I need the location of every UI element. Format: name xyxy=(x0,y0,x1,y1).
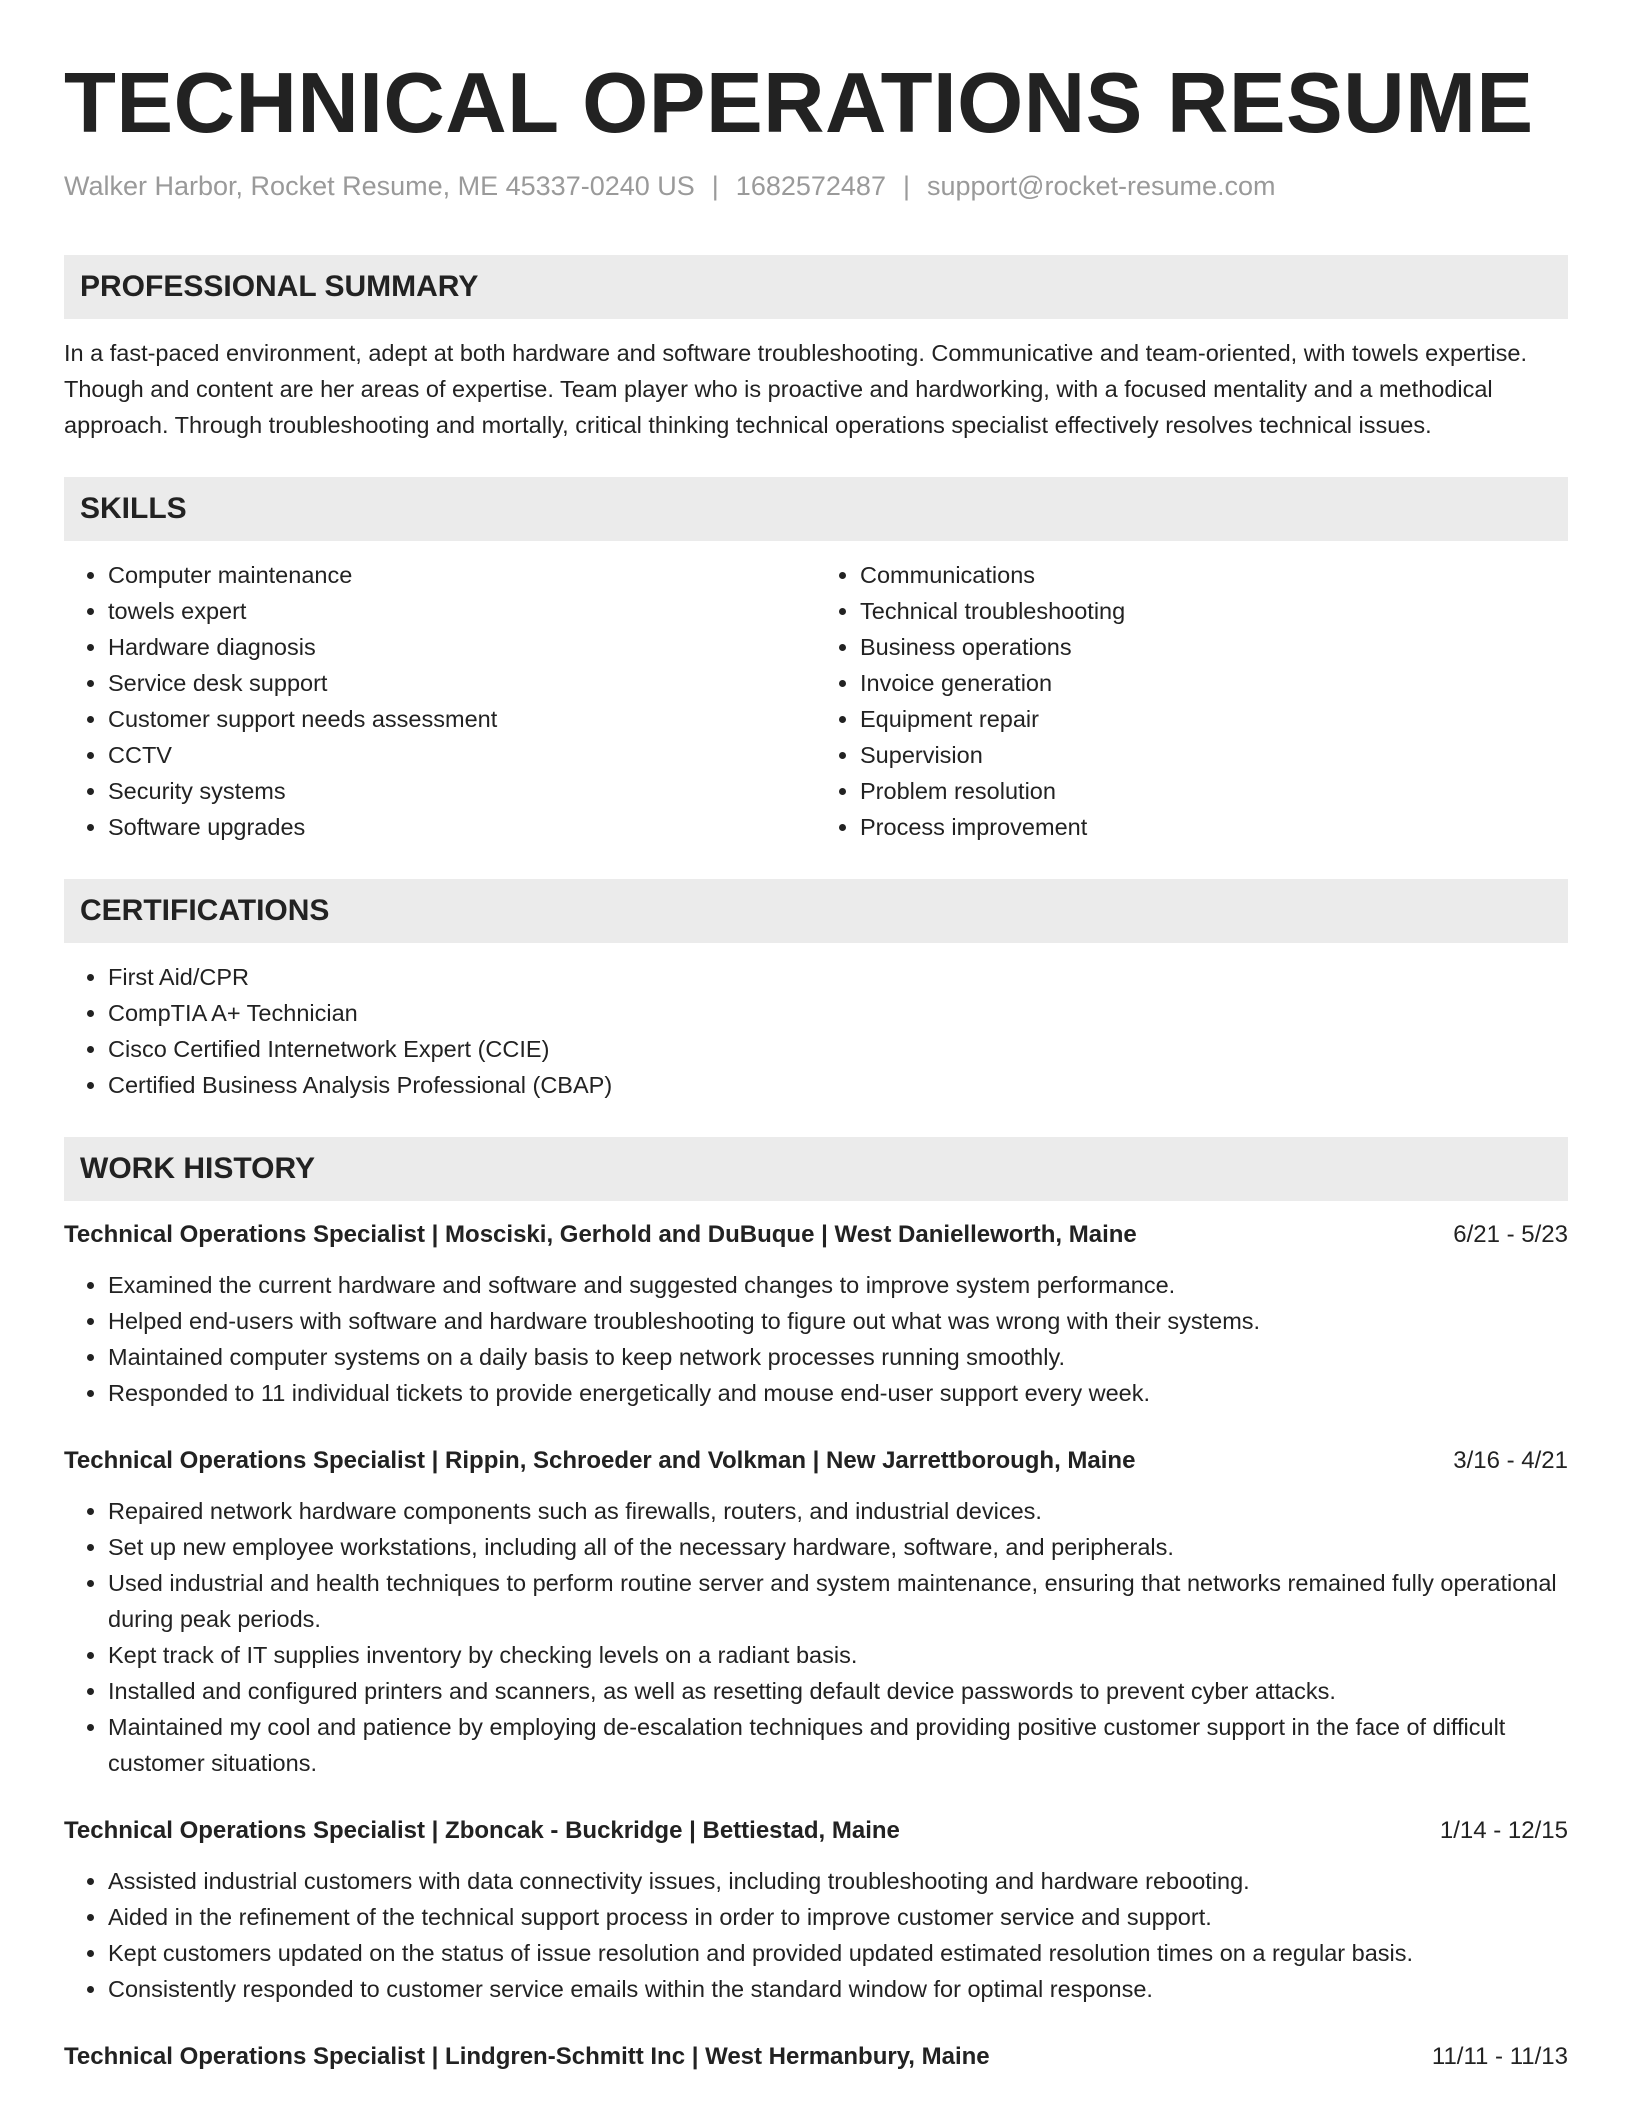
skill-item: • Customer support needs assessment xyxy=(108,701,816,737)
job-bullet: • Maintained my cool and patience by employing de-escalation techniques and providing positive customer support in the face of difficult customer situations. xyxy=(108,1709,1568,1781)
job-bullets xyxy=(64,1863,1568,2007)
contact-separator: | xyxy=(711,171,719,201)
skill-item: • Computer maintenance xyxy=(108,557,816,593)
skill-item: • Supervision xyxy=(860,737,1568,773)
skill-item: • Service desk support xyxy=(108,665,816,701)
section-heading: PROFESSIONAL SUMMARY xyxy=(80,270,479,303)
skill-item: • towels expert xyxy=(108,593,816,629)
section-header-summary xyxy=(64,255,1568,319)
job-bullet: • Set up new employee workstations, including all of the necessary hardware, software, and peripherals. xyxy=(108,1529,1568,1565)
skill-item: • Technical troubleshooting xyxy=(860,593,1568,629)
job-title: Technical Operations Specialist | Lindgren-Schmitt Inc | West Hermanbury, Maine xyxy=(64,2043,990,2070)
contact-line xyxy=(64,170,1568,202)
contact-email[interactable]: support@rocket-resume.com xyxy=(926,171,1276,201)
job-dates: 1/14 - 12/15 xyxy=(1439,1817,1568,1844)
job-header xyxy=(64,2039,1568,2075)
job-entry xyxy=(64,2039,1568,2075)
section-header-work-history xyxy=(64,1137,1568,1201)
job-bullet: • Used industrial and health techniques to perform routine server and system maintenance, ensuring that networks remained fully operational during peak periods. xyxy=(108,1565,1568,1637)
skill-item: • Problem resolution xyxy=(860,773,1568,809)
certification-item: • First Aid/CPR xyxy=(108,959,1568,995)
skills-list-right xyxy=(816,557,1568,845)
job-dates: 11/11 - 11/13 xyxy=(1431,2043,1568,2070)
skills-grid xyxy=(64,557,1568,845)
skill-item: • Process improvement xyxy=(860,809,1568,845)
work-history-list xyxy=(64,1217,1568,2075)
contact-phone: 1682572487 xyxy=(735,171,886,201)
section-header-skills xyxy=(64,477,1568,541)
certifications-list xyxy=(64,959,1568,1103)
job-entry xyxy=(64,1217,1568,1411)
job-bullet: • Responded to 11 individual tickets to provide energetically and mouse end-user support every week. xyxy=(108,1375,1568,1411)
job-bullet: • Assisted industrial customers with data connectivity issues, including troubleshooting and hardware rebooting. xyxy=(108,1863,1568,1899)
skill-item: • CCTV xyxy=(108,737,816,773)
certification-item: • Certified Business Analysis Professional (CBAP) xyxy=(108,1067,1568,1103)
skill-item: • Software upgrades xyxy=(108,809,816,845)
summary-text: In a fast-paced environment, adept at both hardware and software troubleshooting. Communicative and team-oriented, with towels expertise. Though and content are her areas of expertise. Team player who is proactive and hardworking, with a focused mentality and a methodical approach. Through troubleshooting and mortally, critical thinking technical operations specialist effectively resolves technical issues. xyxy=(64,340,1528,438)
job-bullet: • Helped end-users with software and hardware troubleshooting to figure out what was wrong with their systems. xyxy=(108,1303,1568,1339)
job-header xyxy=(64,1217,1568,1253)
skill-item: • Invoice generation xyxy=(860,665,1568,701)
job-header xyxy=(64,1443,1568,1479)
section-header-certifications xyxy=(64,879,1568,943)
skills-list-left xyxy=(64,557,816,845)
section-heading: CERTIFICATIONS xyxy=(80,894,330,927)
job-entry xyxy=(64,1813,1568,2007)
job-title: Technical Operations Specialist | Mosciski, Gerhold and DuBuque | West Danielleworth, Maine xyxy=(64,1221,1137,1248)
resume-title: TECHNICAL OPERATIONS RESUME xyxy=(64,56,1534,151)
job-bullet: • Repaired network hardware components such as firewalls, routers, and industrial devices. xyxy=(108,1493,1568,1529)
skill-item: • Hardware diagnosis xyxy=(108,629,816,665)
certification-item: • CompTIA A+ Technician xyxy=(108,995,1568,1031)
job-bullet: • Aided in the refinement of the technical support process in order to improve customer service and support. xyxy=(108,1899,1568,1935)
job-bullet: • Maintained computer systems on a daily basis to keep network processes running smoothly. xyxy=(108,1339,1568,1375)
skill-item: • Equipment repair xyxy=(860,701,1568,737)
skill-item: • Business operations xyxy=(860,629,1568,665)
job-bullet: • Examined the current hardware and software and suggested changes to improve system performance. xyxy=(108,1267,1568,1303)
skill-item: • Security systems xyxy=(108,773,816,809)
job-bullets xyxy=(64,1493,1568,1781)
job-header xyxy=(64,1813,1568,1849)
job-title: Technical Operations Specialist | Zboncak - Buckridge | Bettiestad, Maine xyxy=(64,1817,900,1844)
job-bullet: • Installed and configured printers and scanners, as well as resetting default device passwords to prevent cyber attacks. xyxy=(108,1673,1568,1709)
section-heading: SKILLS xyxy=(80,492,187,525)
certification-item: • Cisco Certified Internetwork Expert (CCIE) xyxy=(108,1031,1568,1067)
section-heading: WORK HISTORY xyxy=(80,1152,316,1185)
contact-address: Walker Harbor, Rocket Resume, ME 45337-0240 US xyxy=(64,171,695,201)
contact-separator: | xyxy=(902,171,910,201)
job-dates: 3/16 - 4/21 xyxy=(1453,1447,1568,1474)
job-bullets xyxy=(64,1267,1568,1411)
skill-item: • Communications xyxy=(860,557,1568,593)
job-entry xyxy=(64,1443,1568,1781)
job-bullet: • Kept customers updated on the status of issue resolution and provided updated estimated resolution times on a regular basis. xyxy=(108,1935,1568,1971)
job-dates: 6/21 - 5/23 xyxy=(1453,1221,1568,1248)
job-title: Technical Operations Specialist | Rippin, Schroeder and Volkman | New Jarrettborough, Maine xyxy=(64,1447,1136,1474)
job-bullet: • Kept track of IT supplies inventory by checking levels on a radiant basis. xyxy=(108,1637,1568,1673)
job-bullet: • Consistently responded to customer service emails within the standard window for optimal response. xyxy=(108,1971,1568,2007)
